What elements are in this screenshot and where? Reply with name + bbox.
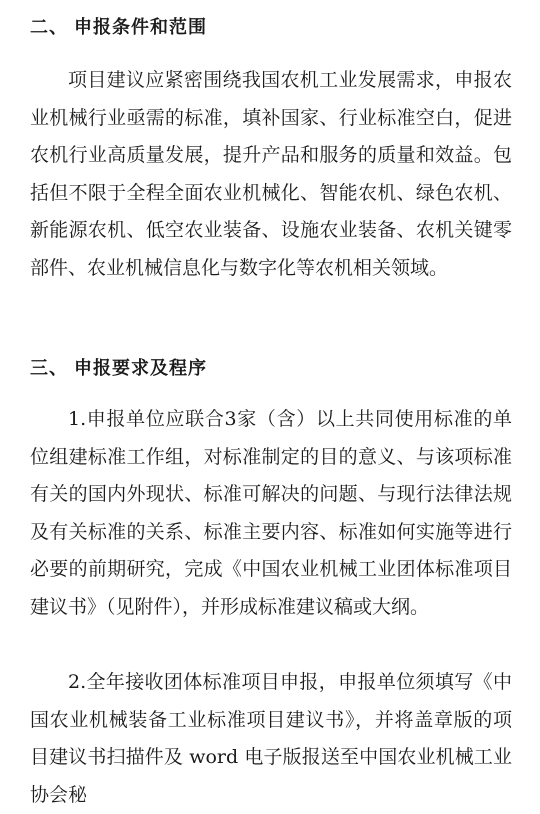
section-2-number: 二、: [30, 17, 68, 38]
section-2-title: 申报条件和范围: [74, 17, 207, 38]
section-3-item-1: 1.申报单位应联合3家（含）以上共同使用标准的单位组建标准工作组，对标准制定的目的意义、与该项标准有关的国内外现状、标准可解决的问题、与现行法律法规及有关标准的关系、标准主要内容、标准如何实施等进行必要的前期研究，完成《中国农业机械工业团体标准项目建议书》（见附件），并形成标准建议稿或大纲。: [30, 408, 512, 618]
section-3-item-2: 2.全年接收团体标准项目申报，申报单位须填写《中国农业机械装备工业标准项目建议书》，并将盖章版的项目建议书扫描件及 word 电子版报送至中国农业机械工业协会秘: [30, 671, 512, 806]
section-3-number: 三、: [30, 358, 68, 379]
section-2-paragraph: 项目建议应紧密围绕我国农机工业发展需求，申报农业机械行业亟需的标准，填补国家、行业标准空白，促进农机行业高质量发展，提升产品和服务的质量和效益。包括但不限于全程全面农业机械化、智能农机、绿色农机、新能源农机、低空农业装备、设施农业装备、农机关键零部件、农业机械信息化与数字化等农机相关领域。: [30, 69, 512, 279]
section-3-title: 申报要求及程序: [74, 358, 207, 379]
section-3-heading: [30, 354, 207, 380]
section-2-heading: [30, 13, 207, 39]
